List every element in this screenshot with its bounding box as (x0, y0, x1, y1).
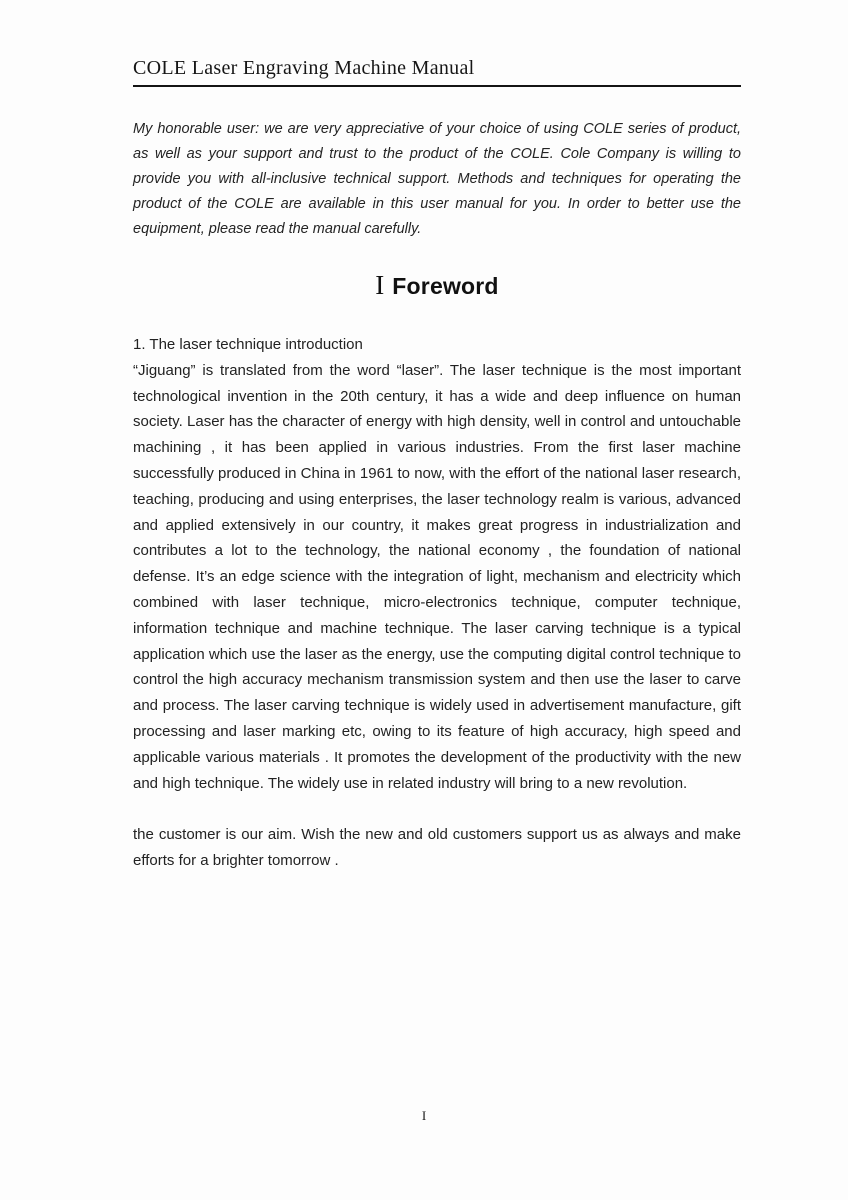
page-content (133, 0, 741, 874)
body-block (133, 332, 741, 874)
page-number: I (421, 1108, 427, 1123)
foreword-heading (133, 269, 741, 301)
heading-numeral: I (375, 270, 385, 300)
intro-paragraph: My honorable user: we are very appreciative of your choice of using COLE series of product, as well as your support and trust to the product of the COLE. Cole Company is willing to provide you with all-inclusive technical support. Methods and techniques for operating the product of the COLE are available in this user manual for you. In order to better use the equipment, please read the manual carefully. (133, 121, 741, 237)
heading-title: Foreword (392, 273, 499, 299)
header-rule (133, 85, 741, 87)
document-title: COLE Laser Engraving Machine Manual (133, 57, 475, 79)
subsection-title: 1. The laser technique introduction (133, 336, 363, 353)
body-paragraph: “Jiguang” is translated from the word “laser”. The laser technique is the most important technological invention in the 20th century, it has a wide and deep influence on human society. Laser has the character of energy with high density, well in control and untouchable machining , it has been applied in various industries. From the first laser machine successfully produced in China in 1961 to now, with the effort of the national laser research, teaching, producing and using enterprises, the laser technology realm is various, advanced and applied extensively in our country, it makes great progress in industrialization and contributes a lot to the technology, the national economy , the foundation of national defense. It’s an edge science with the integration of light, mechanism and electricity which combined with laser technique, micro-electronics technique, computer technique, information technique and machine technique. The laser carving technique is a typical application which use the laser as the energy, use the computing digital control technique to control the high accuracy mechanism transmission system and then use the laser to carve and process. The laser carving technique is widely used in advertisement manufacture, gift processing and laser marking etc, owing to its feature of high accuracy, high speed and applicable various materials . It promotes the development of the productivity with the new and high technique. The widely use in related industry will bring to a new revolution. (133, 361, 741, 792)
closing-paragraph: the customer is our aim. Wish the new and old customers support us as always and make efforts for a brighter tomorrow . (133, 826, 741, 869)
document-header (133, 57, 741, 87)
